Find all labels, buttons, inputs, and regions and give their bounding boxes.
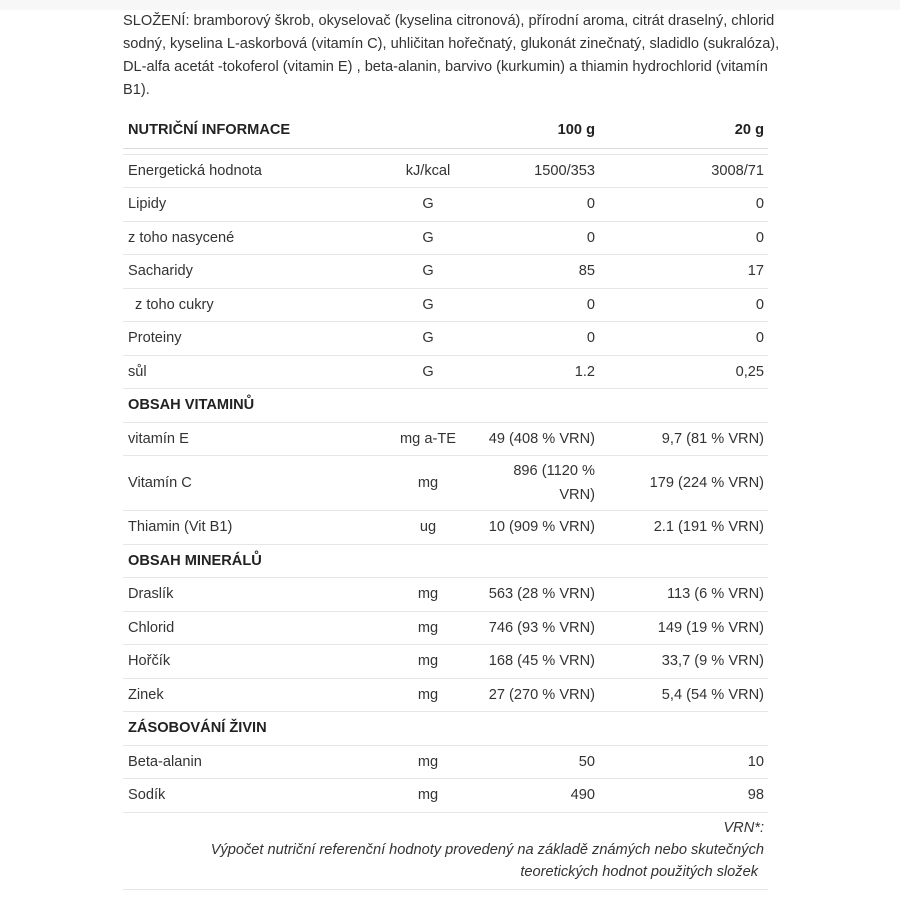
row-value-100g-cell: [473, 456, 600, 511]
section-title: ZÁSOBOVÁNÍ ŽIVIN: [123, 712, 768, 746]
table-row: [123, 745, 768, 779]
row-value-100g: 563 (28 % VRN): [473, 578, 600, 612]
footnote-line1: VRN*:: [723, 819, 764, 836]
section-header-storage: [123, 712, 768, 746]
table-row: [123, 645, 768, 679]
row-label: Thiamin (Vit B1): [123, 511, 363, 545]
section-header-vitamins: [123, 389, 768, 423]
row-label: Chlorid: [123, 611, 363, 645]
table-row: [123, 678, 768, 712]
row-label: z toho cukry: [123, 288, 363, 322]
row-label: sůl: [123, 355, 363, 389]
row-value-100g: 1.2: [473, 355, 600, 389]
row-unit: mg a-TE: [363, 422, 473, 456]
row-label: Beta-alanin: [123, 745, 363, 779]
row-label: Lipidy: [123, 188, 363, 222]
footnote-row: [123, 812, 768, 889]
row-unit: G: [363, 355, 473, 389]
row-label: Hořčík: [123, 645, 363, 679]
row-value-100g: 1500/353: [473, 154, 600, 188]
table-row: [123, 154, 768, 188]
nutrition-table-wrapper: [123, 112, 768, 890]
row-value-20g: 113 (6 % VRN): [600, 578, 768, 612]
row-value-100g: 168 (45 % VRN): [473, 645, 600, 679]
row-value-100g: 490: [473, 779, 600, 813]
table-row: [123, 322, 768, 356]
row-value-20g: 2.1 (191 % VRN): [600, 511, 768, 545]
row-label: z toho nasycené: [123, 221, 363, 255]
header-100g: 100 g: [473, 112, 600, 148]
row-label: vitamín E: [123, 422, 363, 456]
row-value-100g: 746 (93 % VRN): [473, 611, 600, 645]
row-value-20g: 0: [600, 221, 768, 255]
header-20g: 20 g: [600, 112, 768, 148]
row-label: Draslík: [123, 578, 363, 612]
row-value-100g: 0: [473, 221, 600, 255]
row-value-100g: 0: [473, 188, 600, 222]
row-value-100g: 0: [473, 322, 600, 356]
row-value-100g: 10 (909 % VRN): [473, 511, 600, 545]
section-title: OBSAH MINERÁLŮ: [123, 544, 768, 578]
row-unit: mg: [363, 578, 473, 612]
footnote-line3: teoretických hodnot použitých složek: [520, 863, 758, 880]
footnote: [123, 812, 768, 889]
table-row: [123, 578, 768, 612]
row-value-20g: 17: [600, 255, 768, 289]
section-header-minerals: [123, 544, 768, 578]
row-value-20g: 0: [600, 188, 768, 222]
row-value-20g: 98: [600, 779, 768, 813]
row-value-20g: 0: [600, 288, 768, 322]
header-title: NUTRIČNÍ INFORMACE: [123, 112, 363, 148]
row-unit: G: [363, 188, 473, 222]
row-value-20g: 5,4 (54 % VRN): [600, 678, 768, 712]
row-value-20g: 149 (19 % VRN): [600, 611, 768, 645]
row-value-100g: 50: [473, 745, 600, 779]
row-label: Sodík: [123, 779, 363, 813]
row-value-20g: 3008/71: [600, 154, 768, 188]
ingredients-text: SLOŽENÍ: bramborový škrob, okyselovač (kyselina citronová), přírodní aroma, citrát draselný, chlorid sodný, kyselina L-askorbová (vitamín C), uhličitan hořečnatý, glukonát zinečnatý, sladidlo (sukralóza), DL-alfa acetát -tokoferol (vitamin E) , beta-alanin, barvivo (kurkumin) a thiamin hydrochlorid (vitamín B1).: [123, 13, 780, 98]
row-unit: G: [363, 322, 473, 356]
row-value-100g-line1: 896 (1120 %: [513, 463, 595, 479]
table-row: [123, 511, 768, 545]
table-row: [123, 611, 768, 645]
footnote-line2: Výpočet nutriční referenční hodnoty provedený na základě známých nebo skutečných: [210, 841, 764, 858]
header-unit-cell: [363, 112, 473, 148]
row-unit: G: [363, 288, 473, 322]
row-unit: mg: [363, 456, 473, 511]
row-value-20g: 9,7 (81 % VRN): [600, 422, 768, 456]
row-label: Proteiny: [123, 322, 363, 356]
row-label: Sacharidy: [123, 255, 363, 289]
row-value-100g-line2: VRN): [559, 487, 595, 503]
row-value-100g: 0: [473, 288, 600, 322]
table-row: [123, 779, 768, 813]
table-row: [123, 288, 768, 322]
row-value-20g: 33,7 (9 % VRN): [600, 645, 768, 679]
row-unit: kJ/kcal: [363, 154, 473, 188]
row-value-100g: 49 (408 % VRN): [473, 422, 600, 456]
row-unit: mg: [363, 645, 473, 679]
row-unit: mg: [363, 779, 473, 813]
row-unit: mg: [363, 611, 473, 645]
row-value-20g: 10: [600, 745, 768, 779]
table-row: [123, 422, 768, 456]
row-unit: ug: [363, 511, 473, 545]
row-value-20g: 0,25: [600, 355, 768, 389]
row-unit: mg: [363, 678, 473, 712]
top-strip: [0, 0, 900, 10]
row-value-20g: 0: [600, 322, 768, 356]
table-row: [123, 221, 768, 255]
row-unit: G: [363, 255, 473, 289]
row-label: Energetická hodnota: [123, 154, 363, 188]
table-row: [123, 456, 768, 511]
row-value-20g: 179 (224 % VRN): [600, 456, 768, 511]
nutrition-table: [123, 112, 768, 890]
table-row: [123, 255, 768, 289]
table-row: [123, 188, 768, 222]
row-unit: mg: [363, 745, 473, 779]
row-value-100g-multiline: [513, 459, 595, 507]
row-value-100g: 27 (270 % VRN): [473, 678, 600, 712]
row-unit: G: [363, 221, 473, 255]
row-label: Zinek: [123, 678, 363, 712]
table-header-row: [123, 112, 768, 148]
table-row: [123, 355, 768, 389]
section-title: OBSAH VITAMINŮ: [123, 389, 768, 423]
row-label: Vitamín C: [123, 456, 363, 511]
row-value-100g: 85: [473, 255, 600, 289]
